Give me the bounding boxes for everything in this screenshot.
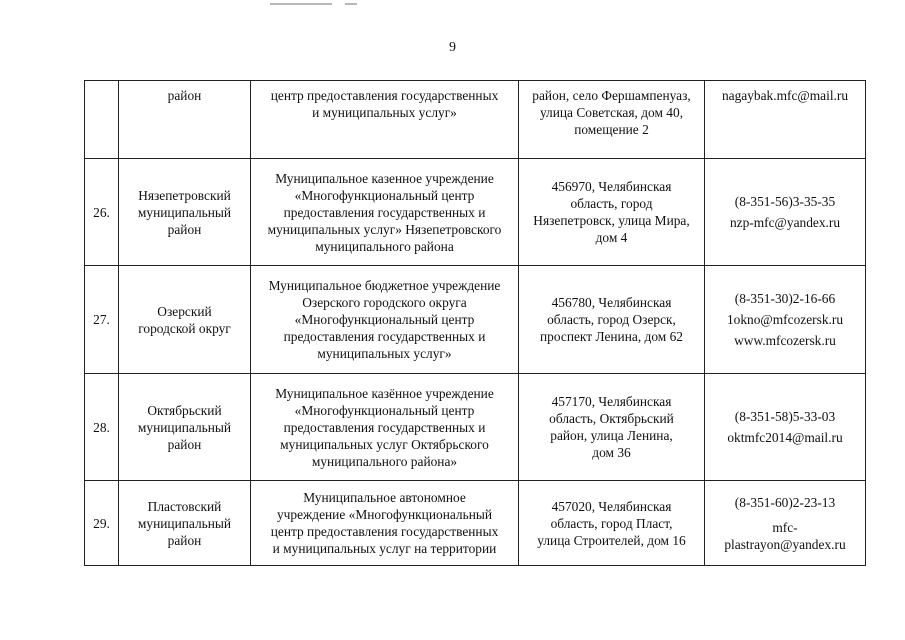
district-line: район	[167, 436, 202, 452]
institution-line: Муниципальное казенное учреждение	[275, 170, 494, 186]
address-line: 457020, Челябинская	[551, 498, 672, 514]
district-line: Озерский	[157, 303, 212, 319]
institution-line: Муниципальное бюджетное учреждение	[268, 278, 501, 293]
contacts-cell	[705, 266, 866, 374]
row-number: 28.	[85, 374, 119, 481]
contacts-cell	[705, 481, 866, 566]
address-line: область, Октябрьский	[549, 411, 674, 426]
district-line: муниципальный	[137, 515, 232, 531]
address-line: улица Строителей, дом 16	[537, 532, 686, 548]
district-line: район	[167, 221, 202, 237]
institution-line: муниципальных услуг Октябрьского	[280, 436, 489, 452]
contacts-cell	[705, 374, 866, 481]
table-row-29	[85, 481, 866, 566]
address-cell	[519, 266, 705, 374]
row-number	[85, 81, 119, 159]
phone-text: (8-351-58)5-33-03	[734, 409, 836, 424]
email-text: oktmfc2014@mail.ru	[727, 430, 843, 445]
address-line: дом 36	[592, 445, 631, 460]
institution-line: Муниципальное автономное	[303, 490, 466, 505]
address-line: область, город Пласт,	[550, 515, 673, 531]
phone-text: (8-351-30)2-16-66	[734, 291, 836, 306]
address-line: область, город Озерск,	[547, 312, 676, 327]
institution-line: предоставления государственных и	[283, 204, 486, 220]
contacts-cell	[705, 159, 866, 266]
email-text: plastrayon@yandex.ru	[724, 536, 846, 552]
district-line: муниципальный	[137, 204, 232, 220]
institution-line: муниципальных услуг»	[317, 346, 452, 361]
page-number: 9	[449, 40, 456, 55]
contacts-cell	[705, 81, 866, 159]
email-text: 1okno@mfcozersk.ru	[726, 312, 844, 327]
institution-line: «Многофункциональный центр	[294, 402, 475, 418]
scan-mark-right	[345, 3, 357, 5]
address-cell	[519, 481, 705, 566]
address-line: 456780, Челябинская	[551, 295, 672, 310]
phone-text: (8-351-60)2-23-13	[734, 494, 836, 510]
address-line: проспект Ленина, дом 62	[539, 329, 683, 344]
address-line: 456970, Челябинская	[551, 179, 672, 194]
address-cell	[519, 374, 705, 481]
address-line: область, город	[570, 196, 653, 211]
website-text: www.mfcozersk.ru	[734, 333, 836, 348]
row-number: 26.	[85, 159, 119, 266]
institution-cell	[251, 159, 519, 266]
institution-line: и муниципальных услуг на территории	[272, 541, 497, 556]
district-cell	[119, 266, 251, 374]
institution-line: предоставления государственных и	[283, 329, 486, 344]
institution-line: «Многофункциональный центр	[294, 312, 475, 327]
email-text: mfc-	[772, 519, 798, 535]
district-line: район	[167, 88, 202, 103]
institution-line: муниципальных услуг» Нязепетровского	[267, 221, 502, 237]
institution-line: «Многофункциональный центр	[294, 187, 475, 203]
address-cell	[519, 159, 705, 266]
row-number: 27.	[85, 266, 119, 374]
institution-line: муниципального района»	[311, 453, 458, 469]
institution-cell	[251, 81, 519, 159]
institution-line: предоставления государственных и	[283, 419, 486, 435]
institution-line: учреждение «Многофункциональный	[276, 507, 493, 522]
email-text: nagaybak.mfc@mail.ru	[721, 88, 849, 103]
institution-line: муниципального района	[315, 238, 454, 254]
mfc-registry-table	[84, 80, 866, 566]
institution-line: Муниципальное казённое учреждение	[275, 385, 494, 401]
scan-mark-left	[270, 3, 332, 5]
address-line: улица Советская, дом 40,	[539, 105, 684, 120]
district-cell	[119, 159, 251, 266]
institution-line: центр предоставления государственных	[270, 88, 499, 103]
table-row-continuation	[85, 81, 866, 159]
phone-text: (8-351-56)3-35-35	[734, 194, 836, 209]
address-line: 457170, Челябинская	[551, 394, 672, 409]
address-line: дом 4	[595, 230, 628, 245]
district-cell	[119, 374, 251, 481]
table-row-26	[85, 159, 866, 266]
district-cell	[119, 81, 251, 159]
institution-line: центр предоставления государственных	[270, 524, 499, 539]
district-line: район	[167, 532, 202, 548]
address-cell	[519, 81, 705, 159]
institution-line: и муниципальных услуг»	[312, 105, 457, 120]
district-cell	[119, 481, 251, 566]
table-row-27	[85, 266, 866, 374]
table-row-28	[85, 374, 866, 481]
institution-line: Озерского городского округа	[302, 295, 467, 310]
row-number: 29.	[85, 481, 119, 566]
address-line: помещение 2	[574, 122, 649, 137]
institution-cell	[251, 374, 519, 481]
institution-cell	[251, 481, 519, 566]
district-line: Пластовский	[147, 498, 222, 514]
address-line: район, село Фершампенуаз,	[532, 88, 691, 103]
district-line: Октябрьский	[147, 402, 222, 418]
district-line: городской округ	[138, 320, 231, 336]
email-text: nzp-mfc@yandex.ru	[729, 215, 841, 230]
address-line: район, улица Ленина,	[550, 428, 673, 443]
email-block	[708, 519, 862, 553]
address-line: Нязепетровск, улица Мира,	[533, 213, 690, 228]
district-line: муниципальный	[137, 419, 232, 435]
district-line: Нязепетровский	[138, 187, 231, 203]
institution-cell	[251, 266, 519, 374]
